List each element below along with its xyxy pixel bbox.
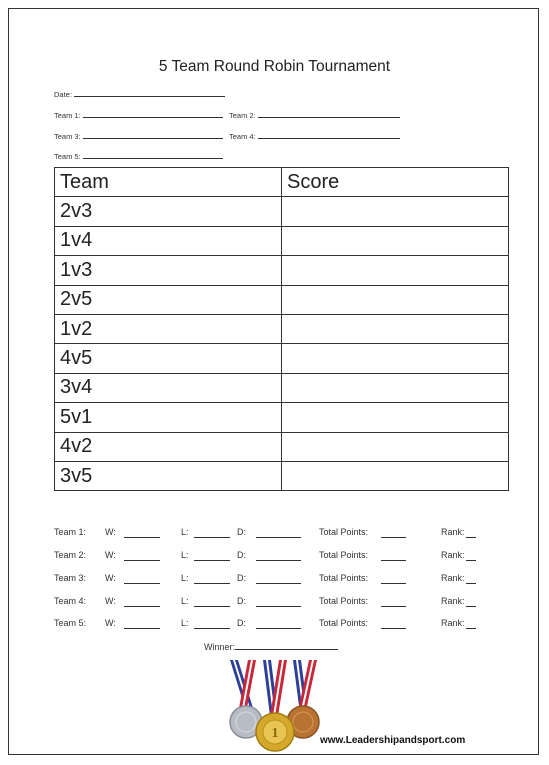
draws-line[interactable]: [256, 537, 301, 538]
total-points-line[interactable]: [381, 560, 406, 561]
score-cell[interactable]: [282, 461, 509, 490]
total-points-line[interactable]: [381, 537, 406, 538]
draws-line[interactable]: [256, 606, 301, 607]
team3-label: Team 3:: [54, 132, 81, 141]
wins-label: W:: [105, 573, 116, 583]
losses-label: L:: [181, 527, 189, 537]
rank-line[interactable]: [466, 583, 476, 584]
team1-label: Team 1:: [54, 111, 81, 120]
stats-team-label: Team 3:: [54, 573, 87, 583]
draws-label: D:: [237, 596, 246, 606]
wins-line[interactable]: [124, 628, 160, 629]
stats-team-label: Team 4:: [54, 596, 87, 606]
team-column-header: Team: [55, 168, 282, 197]
total-points-label: Total Points:: [319, 573, 369, 583]
total-points-label: Total Points:: [319, 618, 369, 628]
losses-label: L:: [181, 596, 189, 606]
match-cell: 3v4: [55, 373, 282, 402]
table-row: [55, 344, 509, 373]
medal-number: 1: [271, 726, 279, 741]
draws-line[interactable]: [256, 583, 301, 584]
team3-field[interactable]: [54, 130, 223, 141]
draws-line[interactable]: [256, 560, 301, 561]
match-cell: 1v3: [55, 256, 282, 285]
match-cell: 1v2: [55, 314, 282, 343]
wins-line[interactable]: [124, 606, 160, 607]
date-label: Date:: [54, 90, 72, 99]
table-row: [55, 403, 509, 432]
team5-field[interactable]: [54, 150, 223, 161]
draws-line[interactable]: [256, 628, 301, 629]
rank-label: Rank:: [441, 618, 465, 628]
team5-label: Team 5:: [54, 152, 81, 161]
match-cell: 5v1: [55, 403, 282, 432]
medals-icon: [225, 658, 325, 758]
wins-label: W:: [105, 596, 116, 606]
team1-field[interactable]: [54, 109, 223, 120]
wins-line[interactable]: [124, 583, 160, 584]
match-cell: 1v4: [55, 226, 282, 255]
stats-team-label: Team 1:: [54, 527, 87, 537]
team2-line: [258, 109, 400, 118]
table-row: [55, 461, 509, 490]
losses-label: L:: [181, 573, 189, 583]
wins-label: W:: [105, 618, 116, 628]
score-cell[interactable]: [282, 373, 509, 402]
wins-line[interactable]: [124, 560, 160, 561]
rank-label: Rank:: [441, 527, 465, 537]
table-row: [55, 256, 509, 285]
losses-line[interactable]: [194, 583, 230, 584]
table-row: [55, 373, 509, 402]
table-row: [55, 285, 509, 314]
score-cell[interactable]: [282, 197, 509, 226]
team2-label: Team 2:: [229, 111, 256, 120]
winner-label: Winner:: [204, 642, 236, 652]
wins-line[interactable]: [124, 537, 160, 538]
match-cell: 4v2: [55, 432, 282, 461]
losses-line[interactable]: [194, 560, 230, 561]
losses-line[interactable]: [194, 628, 230, 629]
total-points-label: Total Points:: [319, 550, 369, 560]
draws-label: D:: [237, 573, 246, 583]
match-cell: 4v5: [55, 344, 282, 373]
losses-label: L:: [181, 618, 189, 628]
score-cell[interactable]: [282, 285, 509, 314]
team1-line: [83, 109, 223, 118]
score-cell[interactable]: [282, 432, 509, 461]
team4-label: Team 4:: [229, 132, 256, 141]
wins-label: W:: [105, 527, 116, 537]
date-line: [74, 88, 225, 97]
losses-label: L:: [181, 550, 189, 560]
draws-label: D:: [237, 527, 246, 537]
team2-field[interactable]: [229, 109, 400, 120]
rank-label: Rank:: [441, 550, 465, 560]
rank-line[interactable]: [466, 628, 476, 629]
page-title: 5 Team Round Robin Tournament: [158, 58, 391, 75]
stats-team-label: Team 5:: [54, 618, 87, 628]
losses-line[interactable]: [194, 537, 230, 538]
score-column-header: Score: [282, 168, 509, 197]
score-cell[interactable]: [282, 314, 509, 343]
table-row: [55, 314, 509, 343]
draws-label: D:: [237, 618, 246, 628]
winner-field[interactable]: [204, 640, 338, 652]
score-cell[interactable]: [282, 256, 509, 285]
table-row: [55, 197, 509, 226]
table-row: [55, 226, 509, 255]
team4-field[interactable]: [229, 130, 400, 141]
score-cell[interactable]: [282, 226, 509, 255]
match-cell: 2v5: [55, 285, 282, 314]
rank-line[interactable]: [466, 560, 476, 561]
winner-line: [235, 640, 338, 650]
rank-label: Rank:: [441, 596, 465, 606]
match-cell: 2v3: [55, 197, 282, 226]
team4-line: [258, 130, 400, 139]
wins-label: W:: [105, 550, 116, 560]
rank-label: Rank:: [441, 573, 465, 583]
total-points-label: Total Points:: [319, 596, 369, 606]
website-link[interactable]: www.Leadershipandsport.com: [320, 735, 466, 746]
total-points-line[interactable]: [381, 606, 406, 607]
total-points-line[interactable]: [381, 583, 406, 584]
score-cell[interactable]: [282, 344, 509, 373]
losses-line[interactable]: [194, 606, 230, 607]
rank-line[interactable]: [466, 537, 476, 538]
date-field[interactable]: [54, 88, 225, 99]
team5-line: [83, 150, 223, 159]
stats-team-label: Team 2:: [54, 550, 87, 560]
total-points-line[interactable]: [381, 628, 406, 629]
team3-line: [83, 130, 223, 139]
match-cell: 3v5: [55, 461, 282, 490]
table-header-row: [55, 168, 509, 197]
table-row: [55, 432, 509, 461]
score-cell[interactable]: [282, 403, 509, 432]
draws-label: D:: [237, 550, 246, 560]
total-points-label: Total Points:: [319, 527, 369, 537]
rank-line[interactable]: [466, 606, 476, 607]
schedule-table: [54, 167, 509, 491]
